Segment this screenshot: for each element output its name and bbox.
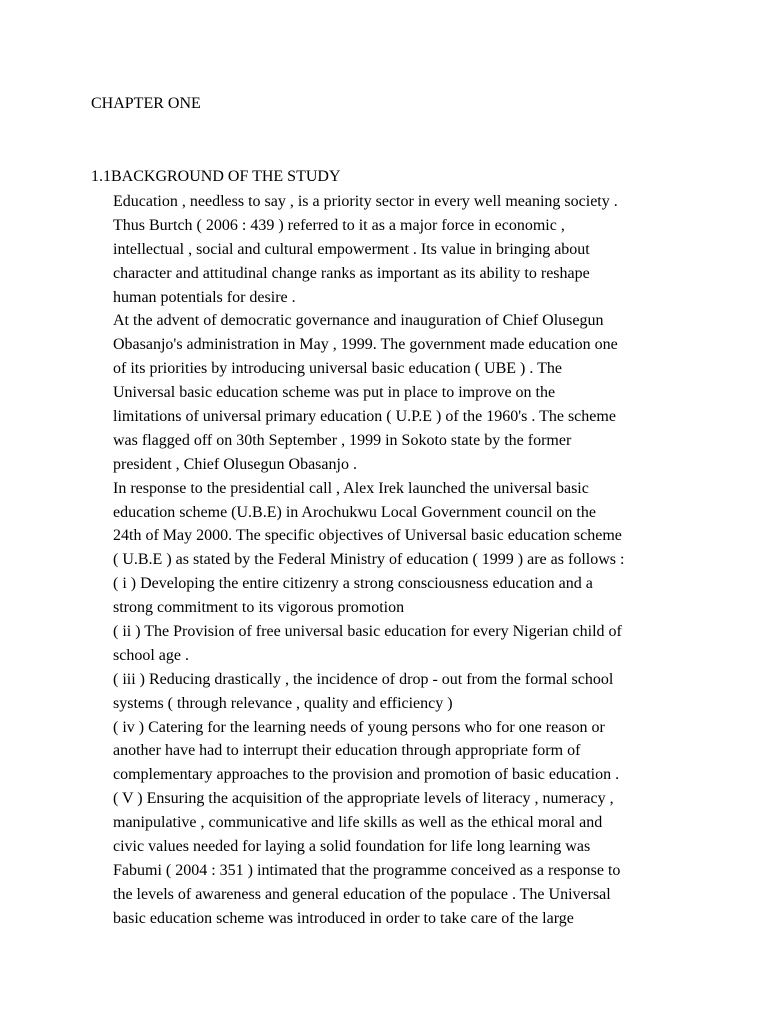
text-line: ( V ) Ensuring the acquisition of the appropriate levels of literacy , numeracy , xyxy=(113,790,614,808)
text-line: ( U.B.E ) as stated by the Federal Ministry of education ( 1999 ) are as follows : xyxy=(113,551,625,569)
text-line: ( ii ) The Provision of free universal basic education for every Nigerian child of xyxy=(113,623,622,641)
text-line: 24th of May 2000. The specific objectives of Universal basic education scheme xyxy=(113,527,622,545)
text-line: Universal basic education scheme was put in place to improve on the xyxy=(113,384,556,402)
text-line: education scheme (U.B.E) in Arochukwu Local Government council on the xyxy=(113,503,596,521)
text-line: ( i ) Developing the entire citizenry a strong consciousness education and a xyxy=(113,575,593,593)
text-line: human potentials for desire . xyxy=(113,288,296,306)
text-line: of its priorities by introducing universal basic education ( UBE ) . The xyxy=(113,360,562,378)
text-line: In response to the presidential call , Alex Irek launched the universal basic xyxy=(113,479,589,497)
body-text xyxy=(113,190,713,931)
text-line: Fabumi ( 2004 : 351 ) intimated that the programme conceived as a response to xyxy=(113,861,621,879)
text-line: civic values needed for laying a solid foundation for life long learning was xyxy=(113,838,591,856)
text-line: school age . xyxy=(113,646,189,664)
text-line: was flagged off on 30th September , 1999 in Sokoto state by the former xyxy=(113,431,572,449)
text-line: systems ( through relevance , quality and efficiency ) xyxy=(113,694,453,712)
text-line: character and attitudinal change ranks as important as its ability to reshape xyxy=(113,264,590,282)
section-heading: 1.1BACKGROUND OF THE STUDY xyxy=(91,168,341,185)
text-line: manipulative , communicative and life skills as well as the ethical moral and xyxy=(113,814,603,832)
text-line: ( iii ) Reducing drastically , the incidence of drop - out from the formal school xyxy=(113,670,614,688)
text-line: At the advent of democratic governance and inauguration of Chief Olusegun xyxy=(113,312,604,330)
text-line: basic education scheme was introduced in order to take care of the large xyxy=(113,909,574,927)
text-line: Obasanjo's administration in May , 1999. The government made education one xyxy=(113,336,618,354)
text-line: ( iv ) Catering for the learning needs of young persons who for one reason or xyxy=(113,718,605,736)
text-line: president , Chief Olusegun Obasanjo . xyxy=(113,455,357,473)
text-line: Education , needless to say , is a priority sector in every well meaning society . xyxy=(113,193,618,210)
text-line: complementary approaches to the provision and promotion of basic education . xyxy=(113,766,620,784)
text-line: intellectual , social and cultural empowerment . Its value in bringing about xyxy=(113,240,590,258)
text-line: another have had to interrupt their education through appropriate form of xyxy=(113,742,581,760)
text-line: limitations of universal primary education ( U.P.E ) of the 1960's . The scheme xyxy=(113,408,616,426)
text-line: Thus Burtch ( 2006 : 439 ) referred to it as a major force in economic , xyxy=(113,216,565,234)
text-line: the levels of awareness and general education of the populace . The Universal xyxy=(113,885,611,903)
chapter-title: CHAPTER ONE xyxy=(91,95,201,112)
text-line: strong commitment to its vigorous promotion xyxy=(113,599,405,617)
